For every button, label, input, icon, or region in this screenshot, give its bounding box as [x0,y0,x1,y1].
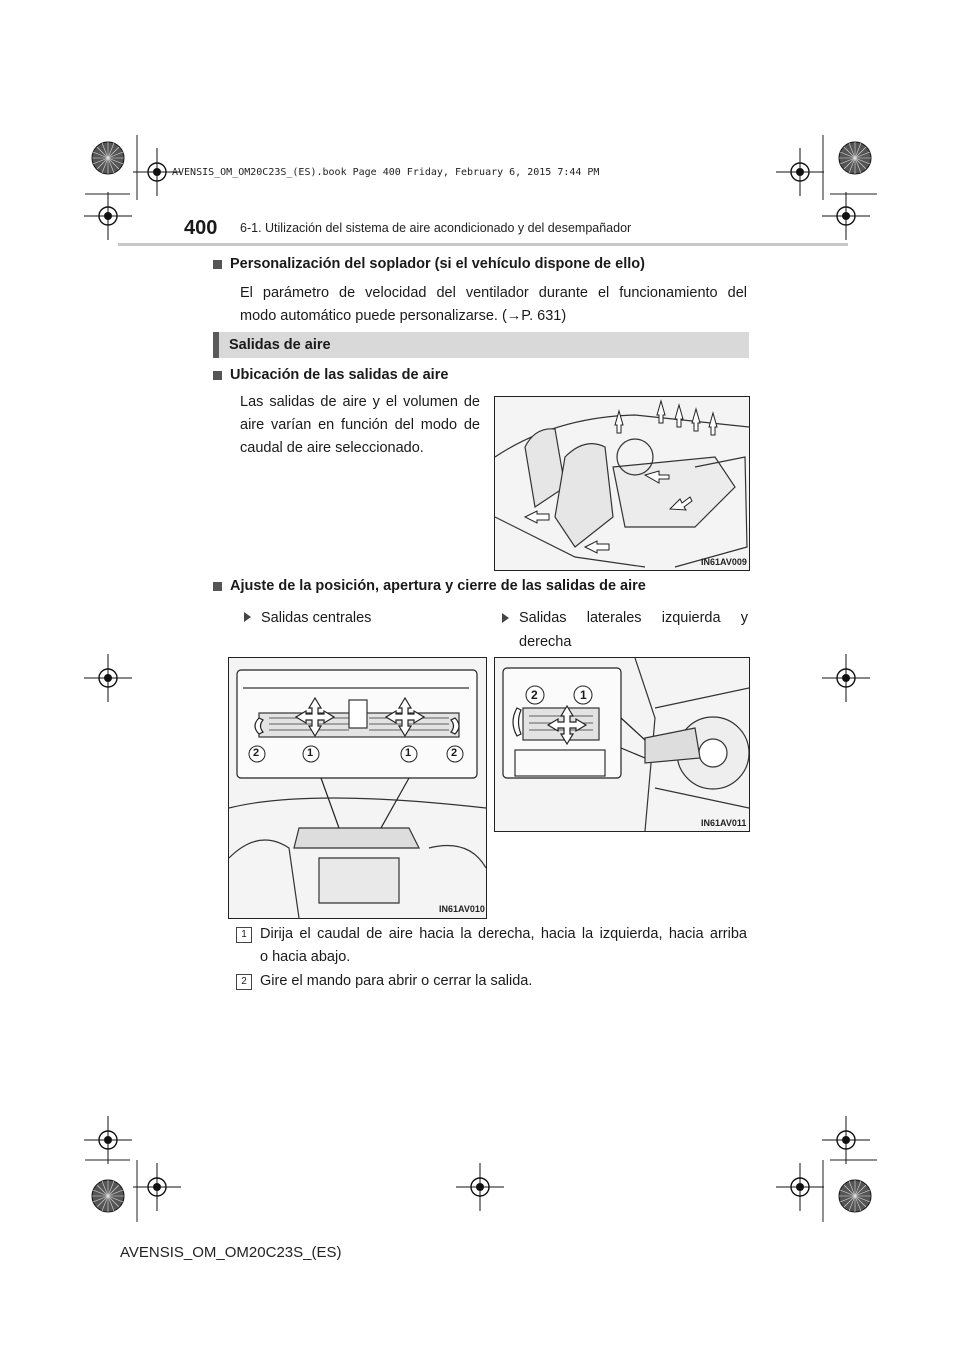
cabin-illustration [495,397,749,570]
callout-2-right: 2 [451,747,458,759]
header-rule [118,243,848,246]
blower-text-line-2: modo automático puede personalizarse. (→P. 631) [240,308,567,324]
step-number-badge: 2 [236,974,252,990]
callout-1-right: 1 [405,747,412,759]
blower-text-line-1: El parámetro de velocidad del ventilador durante el funcionamiento del [240,285,747,301]
bullet-square-icon [213,260,222,269]
page-number: 400 [184,217,218,239]
side-outlets-label: Salidas laterales izquierda y derecha [502,606,748,654]
figure-code: IN61AV011 [701,818,747,828]
arrow-bullet-icon [244,612,251,622]
step-number-badge: 1 [236,927,252,943]
side-outlets-illustration [495,658,749,831]
step-2-line-1: Gire el mando para abrir o cerrar la salida. [260,973,533,989]
figure-code: IN61AV010 [439,904,485,914]
location-text-line-3: caudal de aire seleccionado. [240,440,424,456]
arrow-bullet-icon [502,613,509,623]
figure-code: IN61AV009 [701,557,747,567]
callout-1: 1 [580,688,587,702]
step-1-line-1: Dirija el caudal de aire hacia la derecha, hacia la izquierda, hacia arriba [260,926,747,942]
bullet-square-icon [213,582,222,591]
callout-2-left: 2 [253,747,260,759]
location-text-line-2: aire varían en función del modo de [240,417,480,433]
chapter-title: 6-1. Utilización del sistema de aire acondicionado y del desempañador [240,221,632,235]
cabin-outlets-figure [494,396,750,571]
step-1-line-2: o hacia abajo. [260,949,351,965]
callout-1-left: 1 [307,747,314,759]
center-outlets-label: Salidas centrales [244,606,371,630]
book-info-line: AVENSIS_OM_OM20C23S_(ES).book Page 400 Friday, February 6, 2015 7:44 PM [172,167,600,178]
location-heading: Ubicación de las salidas de aire [213,367,448,383]
bullet-square-icon [213,371,222,380]
side-outlets-figure [494,657,750,832]
center-outlets-illustration [229,658,486,918]
callout-2: 2 [531,688,538,702]
blower-heading: Personalización del soplador (si el vehículo dispone de ello) [213,256,645,272]
adjust-heading: Ajuste de la posición, apertura y cierre de las salidas de aire [213,578,646,594]
location-text-line-1: Las salidas de aire y el volumen de [240,394,480,410]
section-title-bar: Salidas de aire [213,332,749,358]
footer-code: AVENSIS_OM_OM20C23S_(ES) [120,1244,342,1261]
center-outlets-figure [228,657,487,919]
